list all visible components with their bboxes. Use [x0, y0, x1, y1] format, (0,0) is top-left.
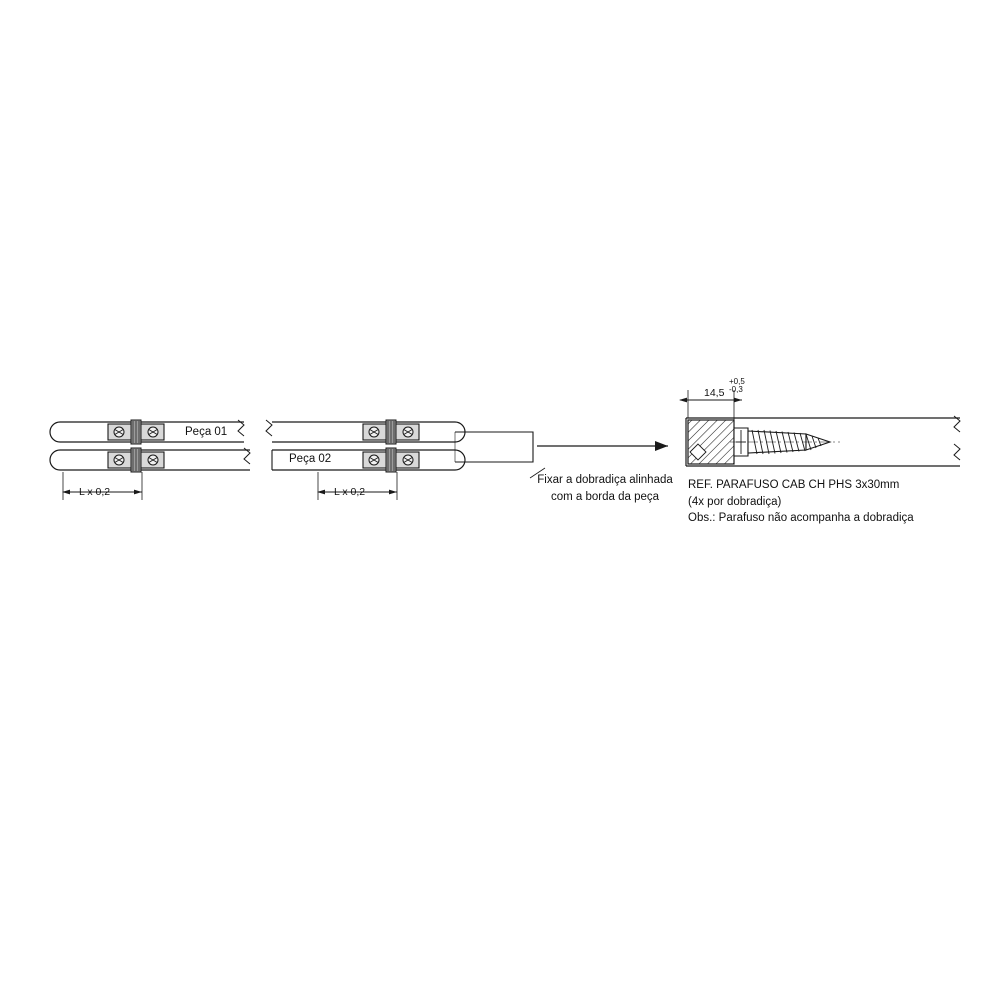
label-peca-02: Peça 02 — [289, 453, 332, 465]
screw-note-line-1: REF. PARAFUSO CAB CH PHS 3x30mm — [688, 479, 900, 491]
dimension-left-value: L x 0,2 — [79, 486, 111, 498]
tolerance-upper: +0,5 — [729, 377, 745, 386]
middle-panel-outline — [455, 432, 533, 462]
callout-align-note — [521, 472, 689, 505]
align-note-line-1: Fixar a dobradiça alinhada — [537, 474, 673, 486]
left-hinge-upper — [108, 420, 164, 444]
middle-hinge-lower — [363, 448, 419, 472]
right-hinge-leaf-hatched — [688, 420, 734, 464]
align-note-line-2: com a borda da peça — [550, 490, 660, 503]
view-right-screw-section — [680, 390, 960, 466]
dimension-middle-value: L x 0,2 — [334, 486, 366, 498]
screw-note-line-2: (4x por dobradiça) — [688, 495, 782, 508]
middle-hinge-upper — [363, 420, 419, 444]
tolerance-lower: -0,3 — [729, 385, 743, 395]
screw-note-line-3: Obs.: Parafuso não acompanha a dobradiça — [688, 512, 914, 525]
dimension-screw-value: 14,5 — [704, 387, 725, 399]
label-peca-01: Peça 01 — [185, 426, 228, 438]
left-hinge-lower — [108, 448, 164, 472]
dimension-screw-tolerance — [729, 378, 745, 395]
callout-screw-note — [688, 477, 914, 527]
right-screw — [730, 428, 840, 456]
